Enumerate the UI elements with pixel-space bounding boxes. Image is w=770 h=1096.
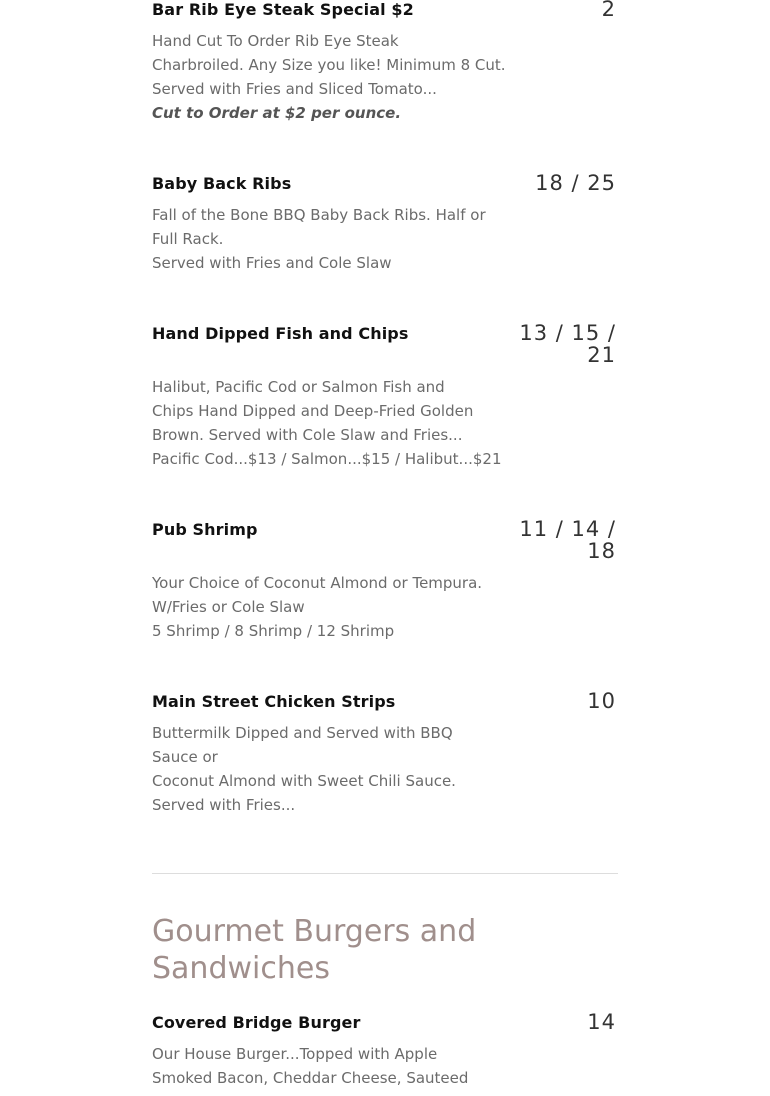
- description-line: Your Choice of Coconut Almond or Tempura.: [152, 574, 483, 592]
- item-name: Baby Back Ribs: [152, 174, 292, 193]
- section-title: [152, 913, 552, 987]
- menu-item-covered-bridge-burger: [152, 1010, 618, 1090]
- price-line: 21: [587, 343, 616, 367]
- description-line: Coconut Almond with Sweet Chili Sauce.: [152, 772, 456, 790]
- menu-item-chicken-strips: [152, 689, 618, 817]
- item-price: [506, 518, 616, 562]
- description-line: Buttermilk Dipped and Served with BBQ: [152, 724, 453, 742]
- menu-item-rib-eye: [152, 0, 618, 125]
- item-price: 18 / 25: [535, 171, 616, 195]
- price-line: 13 / 15 /: [519, 321, 616, 345]
- description-line: Smoked Bacon, Cheddar Cheese, Sauteed: [152, 1069, 469, 1087]
- item-name: Covered Bridge Burger: [152, 1013, 361, 1032]
- description-line: Brown. Served with Cole Slaw and Fries...: [152, 426, 463, 444]
- item-price: 14: [587, 1010, 616, 1034]
- item-description: [152, 29, 506, 125]
- item-description: [152, 203, 492, 275]
- item-description: [152, 1042, 492, 1090]
- item-description: [152, 721, 492, 817]
- description-line: Pacific Cod...$13 / Salmon...$15 / Halibut...$21: [152, 450, 502, 468]
- description-line: Full Rack.: [152, 230, 224, 248]
- item-price: [506, 322, 616, 366]
- description-line: Sauce or: [152, 748, 218, 766]
- item-name: Bar Rib Eye Steak Special $2: [152, 0, 414, 19]
- item-name: Main Street Chicken Strips: [152, 692, 396, 711]
- item-description: [152, 571, 492, 643]
- description-line: W/Fries or Cole Slaw: [152, 598, 305, 616]
- section-title-line: Gourmet Burgers and: [152, 914, 477, 949]
- price-note: Cut to Order at $2 per ounce.: [152, 104, 402, 122]
- price-line: 18: [587, 539, 616, 563]
- item-name: Pub Shrimp: [152, 520, 258, 539]
- menu-item-fish-and-chips: [152, 321, 618, 471]
- description-line: 5 Shrimp / 8 Shrimp / 12 Shrimp: [152, 622, 395, 640]
- description-line: Charbroiled. Any Size you like! Minimum 8 Cut.: [152, 56, 506, 74]
- menu-item-baby-back-ribs: [152, 171, 618, 275]
- description-line: Fall of the Bone BBQ Baby Back Ribs. Half or: [152, 206, 486, 224]
- description-line: Halibut, Pacific Cod or Salmon Fish and: [152, 378, 445, 396]
- description-line: Served with Fries and Cole Slaw: [152, 254, 392, 272]
- description-line: Hand Cut To Order Rib Eye Steak: [152, 32, 399, 50]
- description-line: Served with Fries and Sliced Tomato...: [152, 80, 437, 98]
- section-divider: [152, 873, 618, 874]
- menu-item-pub-shrimp: [152, 517, 618, 643]
- price-line: 11 / 14 /: [519, 517, 616, 541]
- description-line: Chips Hand Dipped and Deep-Fried Golden: [152, 402, 474, 420]
- item-price: 10: [587, 689, 616, 713]
- section-title-line: Sandwiches: [152, 951, 330, 986]
- description-line: Our House Burger...Topped with Apple: [152, 1045, 438, 1063]
- item-description: [152, 375, 502, 471]
- item-price: 2: [601, 0, 616, 21]
- description-line: Served with Fries...: [152, 796, 296, 814]
- item-name: Hand Dipped Fish and Chips: [152, 324, 409, 343]
